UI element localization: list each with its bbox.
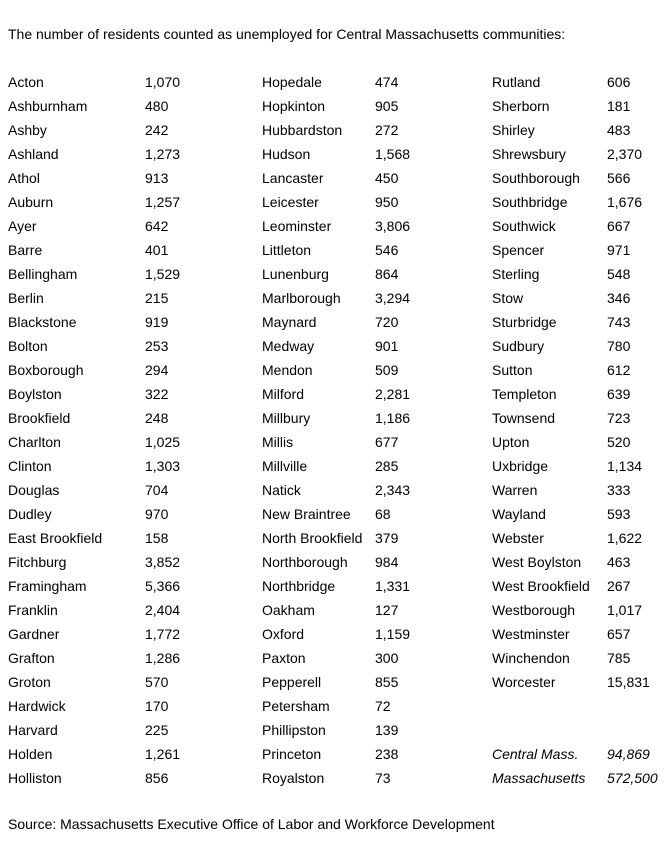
value-cell: 723: [607, 410, 631, 426]
value-cell: 72: [375, 698, 391, 714]
value-cell: 267: [607, 578, 631, 594]
table-row: [8, 214, 660, 238]
community-cell: Hudson: [262, 146, 311, 162]
value-cell: 1,286: [145, 650, 181, 666]
value-cell: 2,404: [145, 602, 181, 618]
community-cell: Ashland: [8, 146, 59, 162]
community-cell: Oxford: [262, 626, 305, 642]
value-cell: 971: [607, 242, 631, 258]
value-cell: 15,831: [607, 674, 650, 690]
community-cell: Wayland: [492, 506, 546, 522]
community-cell: Ashburnham: [8, 98, 88, 114]
community-cell: Princeton: [262, 746, 322, 762]
community-cell: Sudbury: [492, 338, 545, 354]
value-cell: 612: [607, 362, 631, 378]
value-cell: 593: [607, 506, 631, 522]
community-cell: New Braintree: [262, 506, 351, 522]
community-cell: Athol: [8, 170, 40, 186]
community-cell: Uxbridge: [492, 458, 549, 474]
value-cell: 570: [145, 674, 169, 690]
value-cell: 785: [607, 650, 631, 666]
community-cell: Charlton: [8, 434, 61, 450]
value-cell: 3,294: [375, 290, 411, 306]
value-cell: 1,676: [607, 194, 643, 210]
value-cell: 346: [607, 290, 631, 306]
community-cell: Acton: [8, 74, 44, 90]
table-row: [8, 646, 660, 670]
community-cell: Millbury: [262, 410, 311, 426]
value-cell: 566: [607, 170, 631, 186]
value-cell: 1,025: [145, 434, 181, 450]
community-cell: Oakham: [262, 602, 315, 618]
table-row: [8, 766, 660, 790]
value-cell: 480: [145, 98, 169, 114]
community-cell: Stow: [492, 290, 524, 306]
value-cell: 855: [375, 674, 399, 690]
value-cell: 73: [375, 770, 391, 786]
community-cell: Sherborn: [492, 98, 550, 114]
value-cell: 1,070: [145, 74, 181, 90]
table-row: [8, 358, 660, 382]
community-cell: Templeton: [492, 386, 557, 402]
community-cell: Hubbardston: [262, 122, 343, 138]
community-cell: Bolton: [8, 338, 48, 354]
community-cell: Marlborough: [262, 290, 341, 306]
community-cell: Dudley: [8, 506, 52, 522]
value-cell: 68: [375, 506, 391, 522]
value-cell: 1,568: [375, 146, 411, 162]
community-cell: Sterling: [492, 266, 540, 282]
community-cell: Berlin: [8, 290, 44, 306]
value-cell: 667: [607, 218, 631, 234]
community-cell: Millville: [262, 458, 308, 474]
value-cell: 984: [375, 554, 399, 570]
value-cell: 474: [375, 74, 399, 90]
community-cell: West Brookfield: [492, 578, 590, 594]
community-cell: Southwick: [492, 218, 556, 234]
value-cell: 1,257: [145, 194, 181, 210]
value-cell: 294: [145, 362, 169, 378]
community-cell: Worcester: [492, 674, 556, 690]
table-row: [8, 622, 660, 646]
table-row: [8, 406, 660, 430]
page-title: The number of residents counted as unemployed for Central Massachusetts communities:: [8, 26, 566, 42]
value-cell: 248: [145, 410, 169, 426]
table-row: [8, 70, 660, 94]
community-cell: Boxborough: [8, 362, 84, 378]
table-row: [8, 382, 660, 406]
value-cell: 913: [145, 170, 169, 186]
unemployment-table: [8, 70, 660, 790]
community-cell: Winchendon: [492, 650, 570, 666]
community-cell: Gardner: [8, 626, 60, 642]
community-cell: Pepperell: [262, 674, 322, 690]
community-cell: Paxton: [262, 650, 306, 666]
table-row: [8, 142, 660, 166]
value-cell: 1,529: [145, 266, 181, 282]
value-cell: 919: [145, 314, 169, 330]
table-row: [8, 262, 660, 286]
value-cell: 300: [375, 650, 399, 666]
community-cell: Central Mass.: [492, 746, 579, 762]
value-cell: 546: [375, 242, 399, 258]
community-cell: Massachusetts: [492, 770, 586, 786]
community-cell: Mendon: [262, 362, 313, 378]
value-cell: 322: [145, 386, 169, 402]
table-row: [8, 334, 660, 358]
community-cell: Hardwick: [8, 698, 66, 714]
value-cell: 677: [375, 434, 399, 450]
value-cell: 2,370: [607, 146, 643, 162]
community-cell: Holden: [8, 746, 53, 762]
table-row: [8, 94, 660, 118]
value-cell: 272: [375, 122, 399, 138]
value-cell: 3,806: [375, 218, 411, 234]
value-cell: 5,366: [145, 578, 181, 594]
table-row: [8, 118, 660, 142]
community-cell: Holliston: [8, 770, 62, 786]
value-cell: 548: [607, 266, 631, 282]
community-cell: Rutland: [492, 74, 541, 90]
community-cell: Franklin: [8, 602, 58, 618]
table-row: [8, 430, 660, 454]
community-cell: Leominster: [262, 218, 332, 234]
value-cell: 238: [375, 746, 399, 762]
value-cell: 139: [375, 722, 399, 738]
value-cell: 743: [607, 314, 631, 330]
value-cell: 864: [375, 266, 399, 282]
community-cell: Southborough: [492, 170, 580, 186]
value-cell: 657: [607, 626, 631, 642]
value-cell: 1,331: [375, 578, 411, 594]
value-cell: 401: [145, 242, 169, 258]
value-cell: 225: [145, 722, 169, 738]
value-cell: 905: [375, 98, 399, 114]
value-cell: 572,500: [607, 770, 658, 786]
community-cell: Lunenburg: [262, 266, 329, 282]
table-row: [8, 598, 660, 622]
table-row: [8, 478, 660, 502]
value-cell: 1,186: [375, 410, 411, 426]
table-row: [8, 718, 660, 742]
value-cell: 950: [375, 194, 399, 210]
community-cell: East Brookfield: [8, 530, 103, 546]
value-cell: 720: [375, 314, 399, 330]
value-cell: 379: [375, 530, 399, 546]
value-cell: 242: [145, 122, 169, 138]
value-cell: 253: [145, 338, 169, 354]
community-cell: Blackstone: [8, 314, 77, 330]
value-cell: 1,772: [145, 626, 181, 642]
table-row: [8, 694, 660, 718]
community-cell: Brookfield: [8, 410, 71, 426]
community-cell: North Brookfield: [262, 530, 363, 546]
value-cell: 639: [607, 386, 631, 402]
community-cell: Clinton: [8, 458, 52, 474]
community-cell: Townsend: [492, 410, 556, 426]
value-cell: 1,622: [607, 530, 643, 546]
value-cell: 2,343: [375, 482, 411, 498]
value-cell: 285: [375, 458, 399, 474]
community-cell: Medway: [262, 338, 315, 354]
value-cell: 450: [375, 170, 399, 186]
community-cell: Northbridge: [262, 578, 336, 594]
table-row: [8, 286, 660, 310]
community-cell: Lancaster: [262, 170, 324, 186]
value-cell: 170: [145, 698, 169, 714]
community-cell: Auburn: [8, 194, 54, 210]
community-cell: Royalston: [262, 770, 325, 786]
community-cell: Framingham: [8, 578, 87, 594]
value-cell: 606: [607, 74, 631, 90]
value-cell: 780: [607, 338, 631, 354]
community-cell: Petersham: [262, 698, 330, 714]
value-cell: 1,017: [607, 602, 643, 618]
community-cell: Sturbridge: [492, 314, 557, 330]
value-cell: 1,303: [145, 458, 181, 474]
value-cell: 158: [145, 530, 169, 546]
table-row: [8, 502, 660, 526]
community-cell: Warren: [492, 482, 538, 498]
value-cell: 483: [607, 122, 631, 138]
table-row: [8, 454, 660, 478]
community-cell: Phillipston: [262, 722, 326, 738]
community-cell: Westborough: [492, 602, 576, 618]
community-cell: Millis: [262, 434, 294, 450]
community-cell: Bellingham: [8, 266, 78, 282]
value-cell: 215: [145, 290, 169, 306]
community-cell: Maynard: [262, 314, 317, 330]
table-row: [8, 166, 660, 190]
community-cell: Boylston: [8, 386, 62, 402]
value-cell: 970: [145, 506, 169, 522]
value-cell: 1,273: [145, 146, 181, 162]
table-row: [8, 742, 660, 766]
community-cell: Hopkinton: [262, 98, 326, 114]
community-cell: Groton: [8, 674, 51, 690]
community-cell: Shrewsbury: [492, 146, 566, 162]
community-cell: Natick: [262, 482, 301, 498]
table-row: [8, 310, 660, 334]
value-cell: 181: [607, 98, 631, 114]
value-cell: 463: [607, 554, 631, 570]
community-cell: Spencer: [492, 242, 545, 258]
value-cell: 3,852: [145, 554, 181, 570]
community-cell: Leicester: [262, 194, 319, 210]
table-row: [8, 190, 660, 214]
community-cell: Upton: [492, 434, 530, 450]
table-row: [8, 526, 660, 550]
value-cell: 1,261: [145, 746, 181, 762]
community-cell: Webster: [492, 530, 544, 546]
table-row: [8, 670, 660, 694]
value-cell: 1,159: [375, 626, 411, 642]
community-cell: Ayer: [8, 218, 37, 234]
value-cell: 520: [607, 434, 631, 450]
community-cell: Westminster: [492, 626, 570, 642]
community-cell: Southbridge: [492, 194, 568, 210]
value-cell: 856: [145, 770, 169, 786]
value-cell: 1,134: [607, 458, 643, 474]
value-cell: 127: [375, 602, 399, 618]
table-row: [8, 550, 660, 574]
community-cell: Northborough: [262, 554, 348, 570]
value-cell: 642: [145, 218, 169, 234]
community-cell: Harvard: [8, 722, 58, 738]
community-cell: Shirley: [492, 122, 535, 138]
value-cell: 2,281: [375, 386, 411, 402]
table-row: [8, 574, 660, 598]
value-cell: 333: [607, 482, 631, 498]
value-cell: 704: [145, 482, 169, 498]
table-row: [8, 238, 660, 262]
community-cell: Sutton: [492, 362, 533, 378]
community-cell: Hopedale: [262, 74, 322, 90]
community-cell: West Boylston: [492, 554, 582, 570]
source-note: Source: Massachusetts Executive Office of Labor and Workforce Development: [8, 816, 495, 832]
community-cell: Grafton: [8, 650, 55, 666]
community-cell: Littleton: [262, 242, 312, 258]
community-cell: Barre: [8, 242, 43, 258]
value-cell: 94,869: [607, 746, 650, 762]
value-cell: 509: [375, 362, 399, 378]
community-cell: Ashby: [8, 122, 47, 138]
value-cell: 901: [375, 338, 399, 354]
community-cell: Douglas: [8, 482, 60, 498]
community-cell: Milford: [262, 386, 305, 402]
community-cell: Fitchburg: [8, 554, 67, 570]
